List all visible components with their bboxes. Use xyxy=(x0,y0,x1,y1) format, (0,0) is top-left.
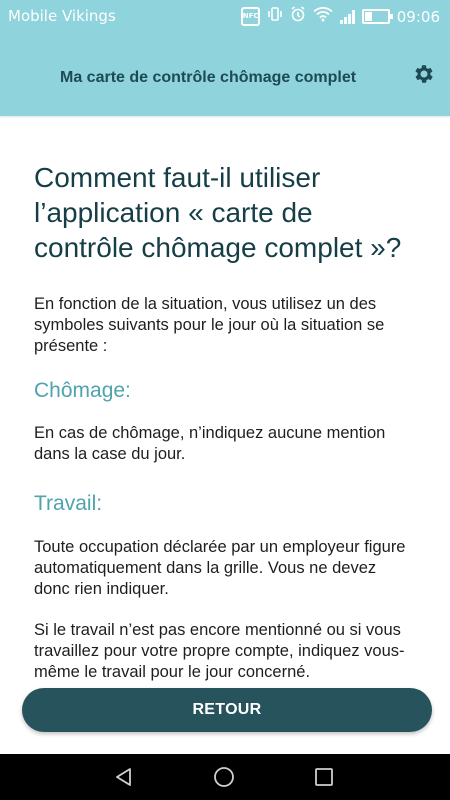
retour-button[interactable]: RETOUR xyxy=(22,688,432,732)
intro-text: En fonction de la situation, vous utilisez un des symboles suivants pour le jour où la situation se présente : xyxy=(34,295,385,355)
section-title-chomage: Chômage: xyxy=(34,379,131,402)
section-title-travail: Travail: xyxy=(34,492,103,515)
clock-time: 09:06 xyxy=(396,7,440,26)
signal-icon xyxy=(340,10,355,24)
battery-icon xyxy=(362,9,390,24)
alarm-icon xyxy=(290,6,306,27)
home-icon[interactable] xyxy=(213,766,235,788)
travail-text-2: Si le travail n’est pas encore mentionné ou si vous travaillez pour votre propre compte, indiquez vous-même le travail pour le jour concerné. xyxy=(34,621,405,681)
recent-apps-icon[interactable] xyxy=(313,766,335,788)
help-content xyxy=(34,160,416,754)
app-title: Ma carte de contrôle chômage complet xyxy=(60,69,357,86)
chomage-text: En cas de chômage, n’indiquez aucune mention dans la case du jour. xyxy=(34,424,386,463)
status-bar xyxy=(0,0,450,32)
app-bar xyxy=(0,32,450,116)
status-icons xyxy=(241,6,440,27)
back-icon[interactable] xyxy=(113,766,135,788)
gear-icon[interactable] xyxy=(412,62,436,86)
system-nav-bar xyxy=(0,754,450,800)
page-heading: Comment faut-il utiliser l’application « carte de contrôle chômage complet »? xyxy=(34,162,402,263)
wifi-icon xyxy=(313,6,333,27)
carrier-name: Mobile Vikings xyxy=(8,7,116,25)
vibrate-icon xyxy=(267,6,283,27)
nfc-icon: NFC xyxy=(241,7,260,26)
travail-text-1: Toute occupation déclarée par un employeur figure automatiquement dans la grille. Vous ne devez donc rien indiquer. xyxy=(34,538,406,598)
